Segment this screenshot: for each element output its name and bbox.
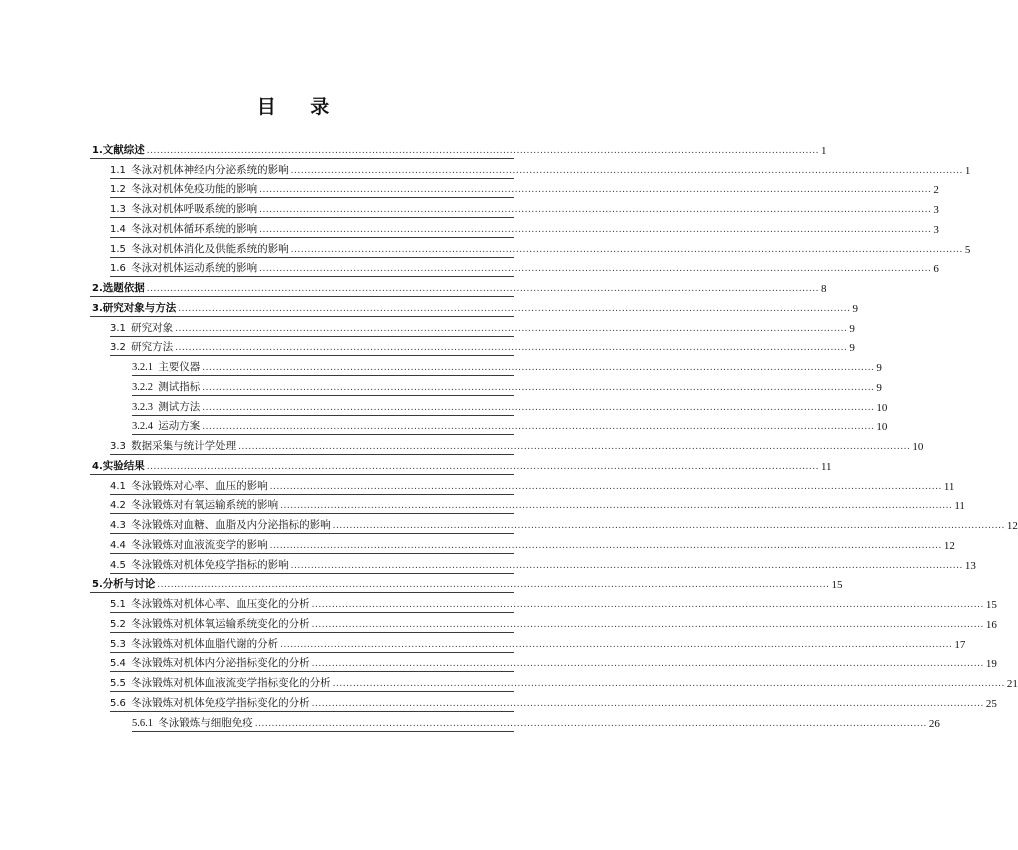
toc-entry-number: 3.1 [110, 322, 126, 334]
toc-entry-number: 5.6 [110, 697, 126, 709]
toc-entry-title [110, 479, 270, 494]
toc-entry-page-number: 9 [849, 342, 855, 355]
toc-entry-title [110, 222, 259, 237]
toc-entry-page-number: 15 [985, 599, 997, 611]
dot-leader: ........................................................................................................................................................................................................ [290, 165, 963, 176]
toc-entry-page-number: 11 [954, 500, 965, 513]
toc-entry-page-number: 2 [933, 184, 939, 197]
toc-entry-number: 3.2.4 [132, 421, 153, 433]
toc-entry[interactable] [110, 593, 997, 613]
toc-entry-page-number: 10 [876, 401, 888, 414]
toc-entry-title [110, 558, 291, 573]
toc-entry-label: 冬泳锻炼对机体血脂代谢的分析 [131, 637, 279, 650]
toc-entry-number: 3.2 [110, 342, 126, 354]
toc-entry-page-number: 17 [954, 638, 966, 651]
toc-entry-label: 选题依据 [102, 282, 145, 294]
toc-entry-title [110, 182, 259, 197]
toc-entry[interactable] [90, 277, 827, 297]
toc-entry[interactable] [132, 356, 882, 376]
dot-leader: ........................................................................................................................................................................................................ [311, 659, 984, 670]
dot-leader: ........................................................................................................................................................................................................ [146, 284, 819, 294]
toc-entry-page-number: 11 [943, 480, 955, 493]
toc-entry[interactable] [90, 139, 827, 159]
dot-leader: ........................................................................................................................................................................................................ [332, 521, 1005, 531]
toc-entry-label: 冬泳锻炼对血液流变学的影响 [131, 538, 268, 551]
toc-entry-page-number: 10 [912, 441, 924, 453]
toc-entry-page-number: 1 [964, 164, 971, 177]
toc-entry-label: 冬泳锻炼对机体血液流变学指标变化的分析 [131, 677, 331, 689]
toc-entry-number: 5.4 [110, 658, 126, 670]
toc-entry-title [110, 498, 280, 513]
dot-leader: ........................................................................................................................................................................................................ [157, 580, 830, 591]
toc-entry-page-number: 12 [943, 539, 955, 552]
toc-entry-title [110, 696, 312, 711]
toc-entry-page-number: 21 [1006, 678, 1018, 690]
toc-entry[interactable] [110, 317, 855, 337]
toc-entry-title [110, 617, 312, 632]
toc-entry[interactable] [110, 495, 965, 515]
dot-leader: ........................................................................................................................................................................................................ [280, 501, 953, 512]
toc-entry-title [110, 261, 259, 276]
toc-entry-label: 分析与讨论 [102, 578, 156, 591]
dot-leader: ........................................................................................................................................................................................................ [290, 244, 963, 255]
toc-entry-label: 研究对象与方法 [102, 301, 177, 314]
toc-entry-number: 3.2.2 [132, 381, 153, 393]
toc-entry-page-number: 3 [933, 204, 939, 216]
toc-entry-page-number: 9 [852, 302, 858, 315]
dot-leader: ........................................................................................................................................................................................................ [202, 422, 875, 433]
toc-entry[interactable] [110, 633, 966, 653]
table-of-contents [90, 139, 1018, 732]
toc-entry-label: 冬泳锻炼对机体心率、血压变化的分析 [131, 598, 310, 610]
toc-entry-label: 冬泳对机体神经内分泌系统的影响 [131, 163, 289, 176]
toc-entry-title [110, 202, 259, 217]
dot-leader: ........................................................................................................................................................................................................ [146, 461, 819, 472]
toc-entry-label: 冬泳锻炼对血糖、血脂及内分泌指标的影响 [131, 519, 331, 531]
toc-entry[interactable] [90, 297, 858, 317]
toc-entry-page-number: 9 [876, 362, 882, 374]
page-title: 目 录 [256, 96, 344, 118]
toc-entry[interactable] [132, 416, 888, 436]
toc-entry-label: 数据采集与统计学处理 [131, 440, 237, 452]
toc-entry-title [92, 459, 147, 474]
toc-entry-page-number: 25 [985, 697, 997, 710]
toc-entry-label: 冬泳对机体消化及供能系统的影响 [131, 242, 289, 255]
toc-entry[interactable] [110, 653, 997, 673]
toc-entry-number: 1.1 [110, 164, 126, 176]
toc-entry[interactable] [110, 238, 971, 258]
toc-entry-number: 1.4 [110, 223, 126, 235]
toc-entry[interactable] [110, 258, 939, 278]
dot-leader: ........................................................................................................................................................................................................ [259, 185, 932, 196]
toc-entry-label: 研究对象 [131, 321, 174, 334]
dot-leader: ........................................................................................................................................................................................................ [175, 323, 848, 334]
toc-entry-page-number: 26 [928, 717, 940, 730]
toc-entry-title [110, 656, 312, 671]
toc-entry-page-number: 13 [964, 559, 976, 572]
toc-entry-page-number: 9 [876, 381, 882, 394]
toc-entry-number: 4. [92, 460, 103, 472]
dot-leader: ........................................................................................................................................................................................................ [269, 481, 942, 492]
toc-entry-title [110, 676, 333, 691]
toc-entry-title [110, 340, 175, 355]
dot-leader: ........................................................................................................................................................................................................ [175, 343, 848, 354]
toc-entry[interactable] [110, 514, 1018, 534]
toc-entry[interactable] [110, 554, 976, 574]
toc-entry-title [110, 242, 291, 257]
toc-entry[interactable] [110, 692, 997, 712]
toc-entry-number: 4.5 [110, 559, 126, 571]
toc-entry-label: 测试指标 [158, 380, 201, 393]
toc-entry-label: 冬泳锻炼对机体免疫学指标变化的分析 [131, 696, 310, 709]
toc-entry[interactable] [110, 475, 955, 495]
dot-leader: ........................................................................................................................................................................................................ [202, 382, 875, 393]
toc-entry-label: 运动方案 [158, 420, 201, 433]
toc-entry[interactable] [110, 534, 955, 554]
toc-entry-number: 5.3 [110, 638, 126, 650]
dot-leader: ........................................................................................................................................................................................................ [202, 402, 875, 413]
toc-entry-title [132, 400, 202, 415]
toc-entry-number: 4.2 [110, 500, 126, 512]
dot-leader: ........................................................................................................................................................................................................ [269, 540, 942, 551]
toc-entry[interactable] [90, 574, 843, 594]
toc-entry-title [110, 439, 238, 454]
toc-entry-number: 1. [92, 144, 103, 156]
toc-entry-page-number: 3 [933, 223, 939, 236]
toc-entry-number: 5.2 [110, 618, 126, 630]
toc-entry-label: 文献综述 [102, 143, 145, 156]
toc-entry-title [110, 163, 291, 178]
toc-entry-label: 主要仪器 [158, 361, 201, 373]
toc-entry-page-number: 10 [876, 421, 888, 434]
toc-entry-title [92, 301, 178, 316]
toc-entry-title [132, 380, 202, 395]
toc-entry-label: 研究方法 [131, 341, 174, 354]
toc-entry-label: 实验结果 [102, 459, 145, 472]
toc-entry-number: 1.6 [110, 263, 126, 275]
dot-leader: ........................................................................................................................................................................................................ [254, 718, 927, 729]
toc-entry-number: 1.5 [110, 243, 126, 255]
toc-entry-title [92, 281, 147, 296]
toc-entry-page-number: 19 [985, 658, 997, 671]
toc-entry-page-number: 12 [1006, 520, 1018, 532]
toc-entry-page-number: 15 [831, 579, 843, 592]
toc-entry[interactable] [132, 376, 882, 396]
dot-leader: ........................................................................................................................................................................................................ [311, 698, 984, 709]
toc-entry-page-number: 9 [849, 322, 855, 335]
toc-entry[interactable] [90, 455, 832, 475]
toc-entry-title [110, 321, 175, 336]
toc-entry-title [92, 577, 157, 592]
toc-entry-number: 2. [92, 283, 103, 294]
dot-leader: ........................................................................................................................................................................................................ [202, 363, 875, 373]
dot-leader: ........................................................................................................................................................................................................ [259, 224, 932, 235]
toc-entry-title [110, 538, 270, 553]
toc-entry-number: 3.2.3 [132, 401, 153, 413]
toc-entry-label: 冬泳对机体呼吸系统的影响 [131, 203, 258, 215]
dot-leader: ........................................................................................................................................................................................................ [311, 600, 984, 610]
dot-leader: ........................................................................................................................................................................................................ [259, 264, 932, 275]
toc-entry-number: 5.5 [110, 678, 126, 689]
toc-entry-label: 冬泳锻炼对机体氧运输系统变化的分析 [131, 617, 310, 630]
dot-leader: ........................................................................................................................................................................................................ [311, 619, 984, 630]
toc-entry-page-number: 11 [820, 460, 832, 473]
toc-entry-label: 冬泳锻炼对心率、血压的影响 [131, 479, 268, 492]
toc-entry-number: 3. [92, 302, 103, 314]
toc-entry[interactable] [110, 218, 939, 238]
toc-entry-label: 冬泳锻炼对有氧运输系统的影响 [131, 499, 279, 512]
toc-entry[interactable] [110, 179, 939, 199]
toc-entry-title [110, 518, 333, 533]
toc-entry-label: 冬泳锻炼对机体内分泌指标变化的分析 [131, 657, 310, 670]
toc-entry-label: 冬泳锻炼与细胞免疫 [158, 716, 253, 729]
toc-entry-number: 3.2.1 [132, 362, 153, 373]
toc-entry-number: 4.3 [110, 520, 126, 531]
toc-entry[interactable] [110, 198, 939, 218]
toc-entry-number: 4.4 [110, 539, 126, 551]
toc-entry[interactable] [132, 396, 888, 416]
dot-leader: ........................................................................................................................................................................................................ [146, 145, 819, 156]
toc-entry[interactable] [110, 159, 971, 179]
dot-leader: ........................................................................................................................................................................................................ [178, 303, 851, 314]
toc-entry-number: 1.3 [110, 204, 126, 215]
toc-entry-page-number: 1 [820, 144, 827, 157]
toc-entry[interactable] [110, 613, 997, 633]
toc-entry-title [92, 143, 147, 158]
toc-entry-number: 5. [92, 579, 103, 591]
toc-entry-page-number: 8 [820, 283, 827, 295]
toc-entry-title [132, 360, 202, 375]
toc-entry-label: 冬泳对机体运动系统的影响 [131, 262, 258, 275]
toc-entry[interactable] [110, 337, 855, 357]
dot-leader: ........................................................................................................................................................................................................ [332, 679, 1005, 689]
dot-leader: ........................................................................................................................................................................................................ [238, 442, 911, 452]
toc-entry-number: 5.6.1 [132, 717, 153, 729]
toc-entry-label: 冬泳对机体循环系统的影响 [131, 222, 258, 235]
toc-entry[interactable] [110, 435, 924, 455]
toc-entry-number: 3.3 [110, 441, 126, 452]
toc-entry-title [110, 597, 312, 612]
toc-entry-title [132, 716, 255, 731]
toc-entry-number: 4.1 [110, 480, 126, 492]
toc-entry-title [110, 637, 280, 652]
dot-leader: ........................................................................................................................................................................................................ [259, 205, 932, 215]
toc-entry-label: 冬泳锻炼对机体免疫学指标的影响 [131, 558, 289, 571]
toc-entry-label: 测试方法 [158, 400, 201, 413]
toc-entry-number: 1.2 [110, 184, 126, 196]
toc-entry-page-number: 16 [985, 618, 997, 631]
toc-entry[interactable] [132, 712, 940, 732]
toc-entry-title [132, 419, 202, 434]
toc-entry-page-number: 5 [964, 243, 971, 256]
toc-entry-number: 5.1 [110, 599, 126, 610]
toc-entry-page-number: 6 [933, 263, 939, 276]
dot-leader: ........................................................................................................................................................................................................ [280, 639, 953, 650]
toc-entry-label: 冬泳对机体免疫功能的影响 [131, 183, 258, 196]
toc-entry[interactable] [110, 672, 1018, 692]
dot-leader: ........................................................................................................................................................................................................ [290, 560, 963, 571]
